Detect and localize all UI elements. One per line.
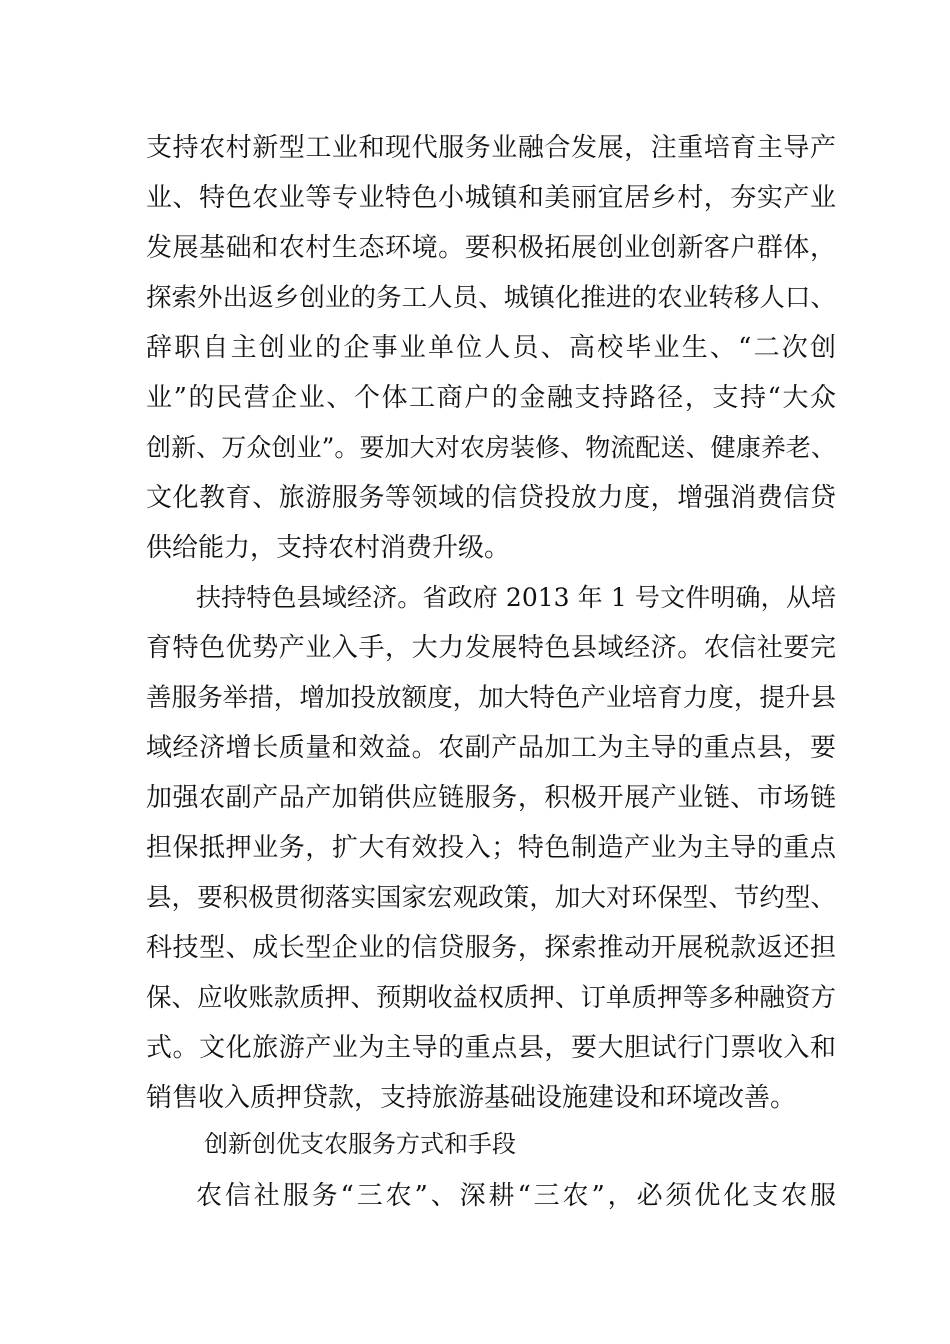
paragraph-line: 扶持特色县域经济。省政府 2013 年 1 号文件明确，从培 bbox=[196, 583, 836, 612]
paragraph-line: 创新、万众创业”。要加大对农房装修、物流配送、健康养老、 bbox=[146, 433, 836, 462]
paragraph-line: 担保抵押业务，扩大有效投入；特色制造产业为主导的重点 bbox=[146, 833, 836, 863]
paragraph-line: 式。文化旅游产业为主导的重点县，要大胆试行门票收入和 bbox=[146, 1033, 836, 1063]
paragraph-line: 育特色优势产业入手，大力发展特色县域经济。农信社要完 bbox=[146, 633, 836, 663]
paragraph-line: 业”的民营企业、个体工商户的金融支持路径，支持“大众 bbox=[146, 383, 836, 413]
paragraph-line: 保、应收账款质押、预期收益权质押、订单质押等多种融资方 bbox=[146, 983, 836, 1013]
paragraph-line: 辞职自主创业的企事业单位人员、高校毕业生、“二次创 bbox=[146, 333, 836, 363]
paragraph-line: 供给能力，支持农村消费升级。 bbox=[146, 533, 511, 563]
paragraph-line: 农信社服务“三农”、深耕“三农”，必须优化支农服 bbox=[196, 1181, 836, 1211]
paragraph-line: 域经济增长质量和效益。农副产品加工为主导的重点县，要 bbox=[146, 733, 836, 763]
section-heading: 创新创优支农服务方式和手段 bbox=[204, 1130, 516, 1158]
paragraph-line: 业、特色农业等专业特色小城镇和美丽宜居乡村，夯实产业 bbox=[146, 183, 836, 213]
paragraph-line: 销售收入质押贷款，支持旅游基础设施建设和环境改善。 bbox=[146, 1083, 797, 1113]
paragraph-line: 文化教育、旅游服务等领域的信贷投放力度，增强消费信贷 bbox=[146, 483, 836, 513]
paragraph-line: 发展基础和农村生态环境。要积极拓展创业创新客户群体， bbox=[146, 233, 836, 263]
paragraph-line: 善服务举措，增加投放额度，加大特色产业培育力度，提升县 bbox=[146, 683, 836, 713]
paragraph-line: 县，要积极贯彻落实国家宏观政策，加大对环保型、节约型、 bbox=[146, 883, 836, 913]
paragraph-line: 探索外出返乡创业的务工人员、城镇化推进的农业转移人口、 bbox=[146, 283, 836, 313]
paragraph-line: 支持农村新型工业和现代服务业融合发展，注重培育主导产 bbox=[146, 133, 836, 163]
paragraph-line: 科技型、成长型企业的信贷服务，探索推动开展税款返还担 bbox=[146, 933, 836, 963]
paragraph-line: 加强农副产品产加销供应链服务，积极开展产业链、市场链 bbox=[146, 783, 836, 813]
